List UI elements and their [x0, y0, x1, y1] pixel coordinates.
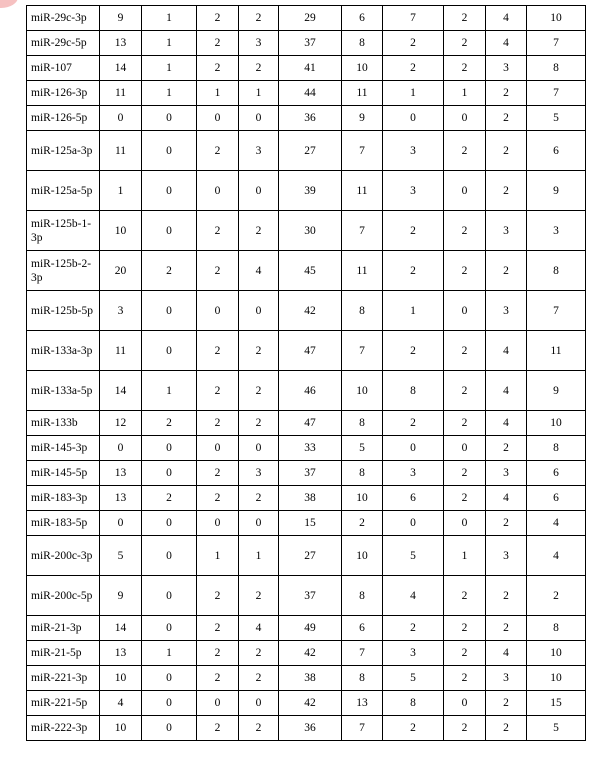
- value-cell: 8: [342, 461, 383, 486]
- value-cell: 0: [197, 436, 239, 461]
- value-cell: 14: [100, 616, 142, 641]
- value-cell: 0: [142, 461, 197, 486]
- mirna-name-cell: miR-125a-3p: [27, 131, 100, 171]
- value-cell: 7: [527, 31, 586, 56]
- value-cell: 2: [444, 641, 486, 666]
- value-cell: 37: [279, 31, 342, 56]
- value-cell: 1: [383, 291, 444, 331]
- value-cell: 2: [444, 56, 486, 81]
- value-cell: 10: [527, 411, 586, 436]
- table-row: [27, 6, 586, 31]
- value-cell: 2: [197, 616, 239, 641]
- value-cell: 5: [527, 106, 586, 131]
- value-cell: 0: [142, 716, 197, 741]
- mirna-name-cell: miR-125a-5p: [27, 171, 100, 211]
- value-cell: 0: [142, 291, 197, 331]
- table-row: [27, 81, 586, 106]
- mirna-name-cell: miR-133a-5p: [27, 371, 100, 411]
- value-cell: 49: [279, 616, 342, 641]
- value-cell: 15: [279, 511, 342, 536]
- value-cell: 2: [383, 56, 444, 81]
- value-cell: 11: [100, 331, 142, 371]
- value-cell: 41: [279, 56, 342, 81]
- table-row: [27, 691, 586, 716]
- value-cell: 1: [142, 81, 197, 106]
- mirna-name-cell: miR-183-5p: [27, 511, 100, 536]
- value-cell: 0: [239, 291, 279, 331]
- value-cell: 10: [527, 666, 586, 691]
- value-cell: 0: [239, 171, 279, 211]
- table-row: [27, 616, 586, 641]
- value-cell: 2: [486, 716, 527, 741]
- value-cell: 8: [342, 291, 383, 331]
- value-cell: 2: [527, 576, 586, 616]
- mirna-name-cell: miR-133a-3p: [27, 331, 100, 371]
- value-cell: 8: [527, 56, 586, 81]
- value-cell: 5: [527, 716, 586, 741]
- value-cell: 33: [279, 436, 342, 461]
- value-cell: 1: [383, 81, 444, 106]
- table-row: [27, 411, 586, 436]
- value-cell: 0: [142, 106, 197, 131]
- table-row: [27, 576, 586, 616]
- value-cell: 2: [486, 576, 527, 616]
- value-cell: 4: [486, 6, 527, 31]
- value-cell: 2: [239, 331, 279, 371]
- value-cell: 0: [142, 171, 197, 211]
- mirna-name-cell: miR-21-3p: [27, 616, 100, 641]
- value-cell: 2: [142, 486, 197, 511]
- corner-highlight-mark: [0, 0, 18, 8]
- mirna-name-cell: miR-126-5p: [27, 106, 100, 131]
- value-cell: 2: [197, 31, 239, 56]
- value-cell: 9: [527, 371, 586, 411]
- value-cell: 6: [527, 486, 586, 511]
- value-cell: 4: [100, 691, 142, 716]
- value-cell: 42: [279, 691, 342, 716]
- value-cell: 36: [279, 106, 342, 131]
- mirna-name-cell: miR-126-3p: [27, 81, 100, 106]
- value-cell: 0: [444, 291, 486, 331]
- value-cell: 2: [239, 6, 279, 31]
- value-cell: 14: [100, 371, 142, 411]
- table-row: [27, 31, 586, 56]
- mirna-data-table: [26, 5, 586, 741]
- value-cell: 47: [279, 411, 342, 436]
- value-cell: 1: [197, 81, 239, 106]
- value-cell: 10: [527, 641, 586, 666]
- value-cell: 0: [444, 171, 486, 211]
- value-cell: 0: [444, 691, 486, 716]
- value-cell: 2: [197, 251, 239, 291]
- value-cell: 38: [279, 486, 342, 511]
- value-cell: 12: [100, 411, 142, 436]
- value-cell: 4: [486, 31, 527, 56]
- value-cell: 0: [197, 106, 239, 131]
- value-cell: 0: [383, 106, 444, 131]
- value-cell: 2: [383, 411, 444, 436]
- value-cell: 29: [279, 6, 342, 31]
- value-cell: 10: [100, 211, 142, 251]
- value-cell: 6: [342, 6, 383, 31]
- value-cell: 11: [342, 251, 383, 291]
- value-cell: 2: [444, 211, 486, 251]
- value-cell: 11: [342, 171, 383, 211]
- value-cell: 47: [279, 331, 342, 371]
- value-cell: 0: [100, 436, 142, 461]
- value-cell: 2: [444, 31, 486, 56]
- value-cell: 44: [279, 81, 342, 106]
- value-cell: 2: [197, 716, 239, 741]
- value-cell: 0: [142, 666, 197, 691]
- value-cell: 3: [239, 461, 279, 486]
- value-cell: 0: [444, 106, 486, 131]
- value-cell: 8: [527, 251, 586, 291]
- value-cell: 1: [142, 56, 197, 81]
- value-cell: 36: [279, 716, 342, 741]
- value-cell: 10: [342, 486, 383, 511]
- value-cell: 2: [486, 511, 527, 536]
- value-cell: 2: [486, 691, 527, 716]
- value-cell: 4: [239, 251, 279, 291]
- value-cell: 1: [444, 536, 486, 576]
- value-cell: 0: [239, 106, 279, 131]
- value-cell: 2: [444, 666, 486, 691]
- mirna-name-cell: miR-107: [27, 56, 100, 81]
- table-row: [27, 371, 586, 411]
- value-cell: 3: [383, 461, 444, 486]
- value-cell: 0: [142, 616, 197, 641]
- value-cell: 2: [383, 31, 444, 56]
- value-cell: 1: [142, 31, 197, 56]
- value-cell: 0: [197, 691, 239, 716]
- table-row: [27, 641, 586, 666]
- value-cell: 11: [342, 81, 383, 106]
- value-cell: 2: [197, 461, 239, 486]
- value-cell: 2: [444, 131, 486, 171]
- value-cell: 7: [342, 331, 383, 371]
- value-cell: 2: [444, 6, 486, 31]
- value-cell: 2: [197, 411, 239, 436]
- value-cell: 3: [100, 291, 142, 331]
- value-cell: 5: [383, 536, 444, 576]
- value-cell: 2: [444, 616, 486, 641]
- value-cell: 2: [486, 131, 527, 171]
- value-cell: 13: [100, 31, 142, 56]
- mirna-name-cell: miR-183-3p: [27, 486, 100, 511]
- table-row: [27, 106, 586, 131]
- value-cell: 2: [197, 576, 239, 616]
- value-cell: 3: [383, 171, 444, 211]
- value-cell: 1: [142, 6, 197, 31]
- value-cell: 2: [142, 411, 197, 436]
- table-row: [27, 486, 586, 511]
- mirna-name-cell: miR-125b-2-3p: [27, 251, 100, 291]
- value-cell: 11: [100, 81, 142, 106]
- value-cell: 27: [279, 536, 342, 576]
- value-cell: 7: [342, 641, 383, 666]
- value-cell: 2: [486, 171, 527, 211]
- value-cell: 2: [486, 251, 527, 291]
- value-cell: 9: [342, 106, 383, 131]
- value-cell: 20: [100, 251, 142, 291]
- mirna-name-cell: miR-145-5p: [27, 461, 100, 486]
- value-cell: 2: [444, 486, 486, 511]
- value-cell: 2: [239, 576, 279, 616]
- value-cell: 8: [383, 371, 444, 411]
- table-row: [27, 251, 586, 291]
- value-cell: 6: [527, 461, 586, 486]
- value-cell: 3: [486, 56, 527, 81]
- value-cell: 38: [279, 666, 342, 691]
- value-cell: 15: [527, 691, 586, 716]
- value-cell: 2: [239, 411, 279, 436]
- value-cell: 2: [342, 511, 383, 536]
- value-cell: 2: [239, 211, 279, 251]
- value-cell: 1: [197, 536, 239, 576]
- value-cell: 6: [527, 131, 586, 171]
- value-cell: 3: [486, 666, 527, 691]
- mirna-name-cell: miR-133b: [27, 411, 100, 436]
- value-cell: 8: [342, 576, 383, 616]
- value-cell: 2: [444, 461, 486, 486]
- value-cell: 0: [383, 511, 444, 536]
- value-cell: 10: [100, 716, 142, 741]
- table-row: [27, 291, 586, 331]
- value-cell: 2: [383, 616, 444, 641]
- value-cell: 0: [142, 691, 197, 716]
- mirna-name-cell: miR-29c-3p: [27, 6, 100, 31]
- value-cell: 2: [239, 716, 279, 741]
- value-cell: 11: [527, 331, 586, 371]
- value-cell: 2: [486, 616, 527, 641]
- value-cell: 2: [383, 211, 444, 251]
- value-cell: 2: [239, 486, 279, 511]
- value-cell: 5: [383, 666, 444, 691]
- value-cell: 3: [239, 131, 279, 171]
- value-cell: 2: [486, 81, 527, 106]
- table-row: [27, 511, 586, 536]
- value-cell: 37: [279, 461, 342, 486]
- value-cell: 1: [444, 81, 486, 106]
- value-cell: 3: [239, 31, 279, 56]
- value-cell: 1: [239, 536, 279, 576]
- table-row: [27, 536, 586, 576]
- value-cell: 1: [142, 641, 197, 666]
- mirna-name-cell: miR-21-5p: [27, 641, 100, 666]
- mirna-name-cell: miR-125b-5p: [27, 291, 100, 331]
- value-cell: 4: [239, 616, 279, 641]
- value-cell: 2: [239, 56, 279, 81]
- value-cell: 2: [383, 331, 444, 371]
- value-cell: 9: [100, 576, 142, 616]
- value-cell: 2: [197, 486, 239, 511]
- value-cell: 2: [239, 371, 279, 411]
- value-cell: 4: [383, 576, 444, 616]
- table-row: [27, 461, 586, 486]
- value-cell: 6: [342, 616, 383, 641]
- value-cell: 0: [197, 171, 239, 211]
- value-cell: 4: [527, 511, 586, 536]
- value-cell: 2: [486, 436, 527, 461]
- value-cell: 11: [100, 131, 142, 171]
- value-cell: 13: [100, 486, 142, 511]
- value-cell: 3: [486, 536, 527, 576]
- value-cell: 7: [383, 6, 444, 31]
- value-cell: 13: [342, 691, 383, 716]
- value-cell: 2: [142, 251, 197, 291]
- value-cell: 8: [383, 691, 444, 716]
- table-row: [27, 331, 586, 371]
- value-cell: 10: [527, 6, 586, 31]
- mirna-name-cell: miR-145-3p: [27, 436, 100, 461]
- table-row: [27, 716, 586, 741]
- value-cell: 2: [444, 371, 486, 411]
- value-cell: 2: [197, 641, 239, 666]
- value-cell: 4: [486, 371, 527, 411]
- value-cell: 42: [279, 291, 342, 331]
- value-cell: 0: [444, 436, 486, 461]
- value-cell: 6: [383, 486, 444, 511]
- value-cell: 2: [486, 106, 527, 131]
- value-cell: 0: [142, 211, 197, 251]
- value-cell: 0: [239, 436, 279, 461]
- value-cell: 14: [100, 56, 142, 81]
- value-cell: 8: [342, 31, 383, 56]
- value-cell: 0: [142, 436, 197, 461]
- value-cell: 13: [100, 461, 142, 486]
- value-cell: 2: [197, 331, 239, 371]
- value-cell: 4: [486, 331, 527, 371]
- value-cell: 2: [197, 666, 239, 691]
- value-cell: 2: [197, 131, 239, 171]
- value-cell: 1: [142, 371, 197, 411]
- value-cell: 9: [100, 6, 142, 31]
- value-cell: 7: [527, 81, 586, 106]
- value-cell: 0: [239, 511, 279, 536]
- value-cell: 2: [444, 411, 486, 436]
- value-cell: 3: [383, 131, 444, 171]
- value-cell: 4: [486, 641, 527, 666]
- value-cell: 0: [142, 536, 197, 576]
- value-cell: 7: [342, 716, 383, 741]
- value-cell: 39: [279, 171, 342, 211]
- table-row: [27, 211, 586, 251]
- value-cell: 2: [444, 576, 486, 616]
- value-cell: 4: [486, 411, 527, 436]
- mirna-name-cell: miR-29c-5p: [27, 31, 100, 56]
- value-cell: 3: [383, 641, 444, 666]
- value-cell: 0: [197, 511, 239, 536]
- value-cell: 8: [342, 411, 383, 436]
- value-cell: 0: [100, 106, 142, 131]
- value-cell: 2: [197, 371, 239, 411]
- value-cell: 3: [527, 211, 586, 251]
- table-row: [27, 171, 586, 211]
- table-row: [27, 56, 586, 81]
- value-cell: 1: [100, 171, 142, 211]
- value-cell: 10: [342, 536, 383, 576]
- value-cell: 27: [279, 131, 342, 171]
- table-body: [27, 6, 586, 741]
- value-cell: 42: [279, 641, 342, 666]
- value-cell: 2: [383, 251, 444, 291]
- value-cell: 4: [486, 486, 527, 511]
- value-cell: 0: [100, 511, 142, 536]
- value-cell: 5: [100, 536, 142, 576]
- value-cell: 2: [444, 331, 486, 371]
- value-cell: 0: [142, 511, 197, 536]
- value-cell: 0: [239, 691, 279, 716]
- value-cell: 2: [197, 6, 239, 31]
- value-cell: 7: [342, 211, 383, 251]
- value-cell: 0: [142, 576, 197, 616]
- value-cell: 2: [444, 716, 486, 741]
- value-cell: 0: [383, 436, 444, 461]
- value-cell: 46: [279, 371, 342, 411]
- value-cell: 2: [239, 641, 279, 666]
- value-cell: 8: [527, 436, 586, 461]
- value-cell: 30: [279, 211, 342, 251]
- value-cell: 10: [100, 666, 142, 691]
- value-cell: 0: [444, 511, 486, 536]
- value-cell: 45: [279, 251, 342, 291]
- mirna-name-cell: miR-222-3p: [27, 716, 100, 741]
- value-cell: 8: [342, 666, 383, 691]
- value-cell: 8: [527, 616, 586, 641]
- value-cell: 0: [197, 291, 239, 331]
- value-cell: 7: [527, 291, 586, 331]
- value-cell: 13: [100, 641, 142, 666]
- value-cell: 3: [486, 291, 527, 331]
- value-cell: 2: [383, 716, 444, 741]
- value-cell: 10: [342, 56, 383, 81]
- value-cell: 2: [239, 666, 279, 691]
- value-cell: 37: [279, 576, 342, 616]
- value-cell: 2: [197, 211, 239, 251]
- table-row: [27, 131, 586, 171]
- value-cell: 1: [239, 81, 279, 106]
- value-cell: 2: [444, 251, 486, 291]
- table-row: [27, 436, 586, 461]
- mirna-name-cell: miR-221-3p: [27, 666, 100, 691]
- mirna-name-cell: miR-200c-5p: [27, 576, 100, 616]
- mirna-name-cell: miR-125b-1-3p: [27, 211, 100, 251]
- value-cell: 4: [527, 536, 586, 576]
- value-cell: 9: [527, 171, 586, 211]
- mirna-name-cell: miR-221-5p: [27, 691, 100, 716]
- mirna-name-cell: miR-200c-3p: [27, 536, 100, 576]
- value-cell: 10: [342, 371, 383, 411]
- value-cell: 3: [486, 461, 527, 486]
- value-cell: 2: [197, 56, 239, 81]
- value-cell: 3: [486, 211, 527, 251]
- value-cell: 0: [142, 131, 197, 171]
- value-cell: 7: [342, 131, 383, 171]
- value-cell: 5: [342, 436, 383, 461]
- value-cell: 0: [142, 331, 197, 371]
- table-row: [27, 666, 586, 691]
